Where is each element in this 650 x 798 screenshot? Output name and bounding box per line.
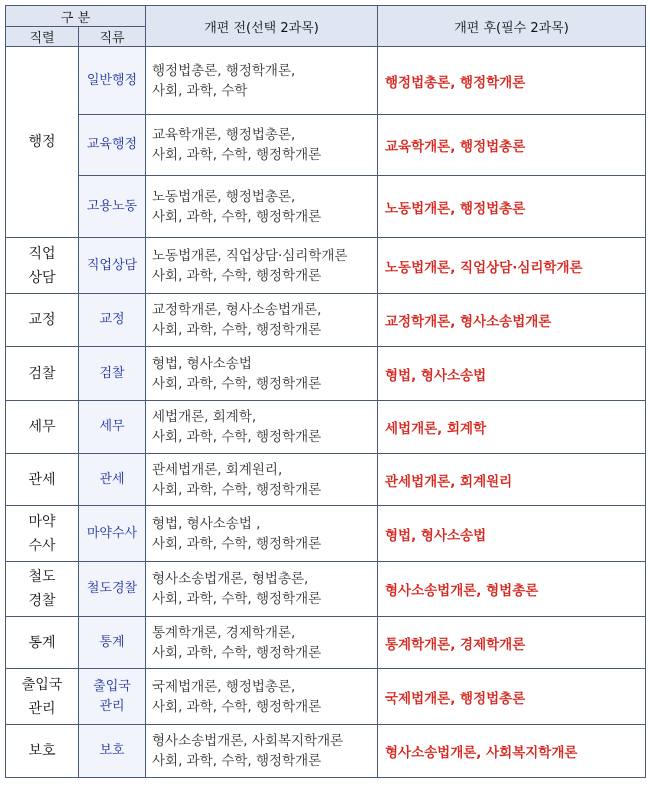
ryu-cell [79, 176, 146, 238]
header-after: 개편 후(필수 2과목) [378, 6, 646, 47]
header-ryeol: 직렬 [6, 27, 79, 47]
ryeol-label: 직업 상담 [28, 245, 56, 286]
after-cell: 형법, 형사소송법 [378, 506, 646, 562]
ryu-label: 교정 [99, 312, 125, 327]
after-cell: 세법개론, 회계학 [378, 401, 646, 454]
ryu-label: 철도경찰 [86, 581, 138, 596]
before-cell: 교육학개론, 행정법총론, 사회, 과학, 수학, 행정학개론 [146, 115, 378, 176]
table-row [6, 562, 646, 617]
ryeol-label: 세무 [28, 419, 56, 435]
ryeol-cell [6, 725, 79, 778]
ryu-cell [79, 238, 146, 294]
table-row [6, 176, 646, 238]
table-row [6, 506, 646, 562]
ryu-cell [79, 562, 146, 617]
header-ryu: 직류 [79, 27, 146, 47]
after-cell: 형법, 형사소송법 [378, 347, 646, 401]
after-cell: 형사소송법개론, 형법총론 [378, 562, 646, 617]
header-before: 개편 전(선택 2과목) [146, 6, 378, 47]
before-cell: 노동법개론, 직업상담·심리학개론 사회, 과학, 수학, 행정학개론 [146, 238, 378, 294]
ryeol-cell [6, 617, 79, 669]
before-cell: 노동법개론, 행정법총론, 사회, 과학, 수학, 행정학개론 [146, 176, 378, 238]
ryu-label: 검찰 [99, 365, 125, 381]
after-cell: 형사소송법개론, 사회복지학개론 [378, 725, 646, 778]
table-row [6, 238, 646, 294]
ryeol-cell [6, 47, 79, 238]
table-row [6, 115, 646, 176]
ryu-cell [79, 115, 146, 176]
table-row [6, 347, 646, 401]
after-cell: 교정학개론, 형사소송법개론 [378, 294, 646, 347]
after-cell: 국제법개론, 행정법총론 [378, 669, 646, 725]
ryeol-cell [6, 454, 79, 506]
header-row-top [6, 6, 646, 27]
ryu-label: 통계 [99, 634, 125, 650]
ryeol-cell [6, 294, 79, 347]
ryeol-cell [6, 238, 79, 294]
ryeol-label: 검찰 [28, 365, 56, 382]
ryu-label: 일반행정 [86, 72, 138, 88]
ryeol-label: 행정 [28, 134, 56, 150]
ryu-label: 고용노동 [86, 198, 138, 214]
after-cell: 통계학개론, 경제학개론 [378, 617, 646, 669]
before-cell: 통계학개론, 경제학개론, 사회, 과학, 수학, 행정학개론 [146, 617, 378, 669]
table-row [6, 617, 646, 669]
ryu-label: 보호 [99, 743, 125, 758]
before-cell: 형사소송법개론, 사회복지학개론 사회, 과학, 수학, 행정학개론 [146, 725, 378, 778]
ryu-cell [79, 454, 146, 506]
ryeol-cell [6, 506, 79, 562]
table-row [6, 294, 646, 347]
ryeol-label: 통계 [28, 634, 56, 651]
ryeol-label: 보호 [28, 743, 56, 759]
before-cell: 형법, 형사소송법 사회, 과학, 수학, 행정학개론 [146, 347, 378, 401]
ryeol-cell [6, 347, 79, 401]
ryu-cell [79, 47, 146, 115]
ryu-label: 마약수사 [86, 525, 138, 541]
table-row [6, 725, 646, 778]
ryeol-label: 철도 경찰 [28, 569, 56, 609]
ryu-label: 교육행정 [86, 137, 138, 152]
table-row [6, 401, 646, 454]
ryeol-label: 마약 수사 [28, 513, 56, 554]
ryu-label: 세무 [99, 419, 125, 434]
after-cell: 교육학개론, 행정법총론 [378, 115, 646, 176]
ryu-cell [79, 669, 146, 725]
before-cell: 행정법총론, 행정학개론, 사회, 과학, 수학 [146, 47, 378, 115]
after-cell: 행정법총론, 행정학개론 [378, 47, 646, 115]
ryu-cell [79, 401, 146, 454]
after-cell: 관세법개론, 회계원리 [378, 454, 646, 506]
ryu-cell [79, 617, 146, 669]
table-row [6, 454, 646, 506]
ryeol-cell [6, 401, 79, 454]
ryu-cell [79, 294, 146, 347]
ryu-cell [79, 506, 146, 562]
exam-subject-table [5, 5, 646, 778]
ryeol-label: 출입국 관리 [21, 676, 63, 717]
ryu-label: 출입국 관리 [93, 678, 131, 714]
after-cell: 노동법개론, 직업상담·심리학개론 [378, 238, 646, 294]
before-cell: 교정학개론, 형사소송법개론, 사회, 과학, 수학, 행정학개론 [146, 294, 378, 347]
ryeol-cell [6, 562, 79, 617]
before-cell: 관세법개론, 회계원리, 사회, 과학, 수학, 행정학개론 [146, 454, 378, 506]
before-cell: 국제법개론, 행정법총론, 사회, 과학, 수학, 행정학개론 [146, 669, 378, 725]
ryeol-label: 관세 [28, 471, 56, 488]
ryeol-label: 교정 [28, 312, 56, 328]
ryu-cell [79, 725, 146, 778]
table-row [6, 47, 646, 115]
ryu-cell [79, 347, 146, 401]
after-cell: 노동법개론, 행정법총론 [378, 176, 646, 238]
header-group: 구 분 [6, 6, 146, 27]
ryeol-cell [6, 669, 79, 725]
table-row [6, 669, 646, 725]
before-cell: 형사소송법개론, 형법총론, 사회, 과학, 수학, 행정학개론 [146, 562, 378, 617]
ryu-label: 관세 [99, 471, 125, 487]
before-cell: 형법, 형사소송법 , 사회, 과학, 수학, 행정학개론 [146, 506, 378, 562]
ryu-label: 직업상담 [86, 257, 138, 273]
before-cell: 세법개론, 회계학, 사회, 과학, 수학, 행정학개론 [146, 401, 378, 454]
